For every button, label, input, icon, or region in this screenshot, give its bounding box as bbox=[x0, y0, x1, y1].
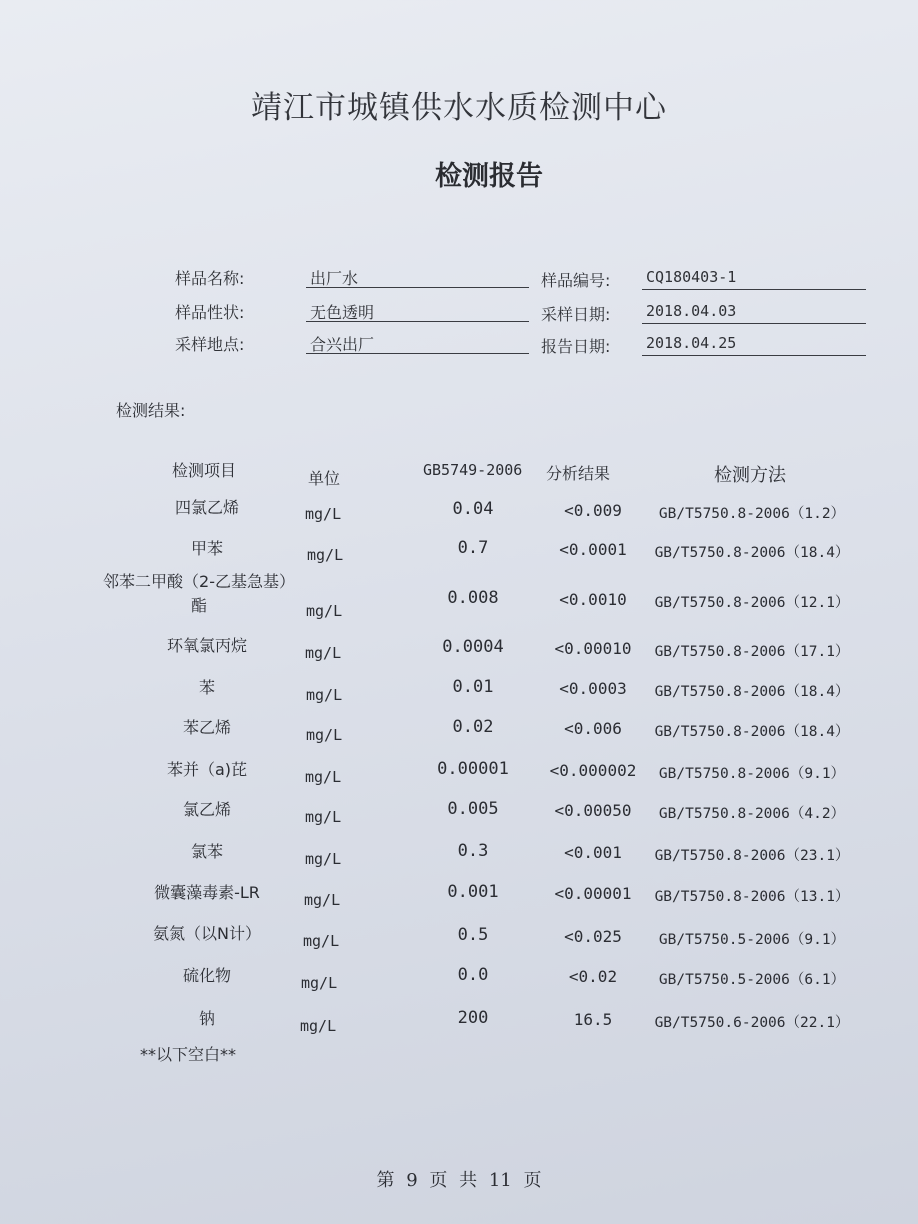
cell-result: <0.00010 bbox=[554, 639, 632, 658]
report-date-label: 报告日期: bbox=[541, 337, 611, 356]
cell-item: 氯苯 bbox=[190, 842, 223, 861]
sample-id-value: CQ180403-1 bbox=[642, 268, 866, 290]
cell-method: GB/T5750.8-2006（17.1） bbox=[654, 644, 850, 660]
sample-date-value: 2018.04.03 bbox=[642, 302, 866, 324]
cell-result: <0.00001 bbox=[554, 884, 632, 903]
cell-method: GB/T5750.8-2006（13.1） bbox=[654, 889, 850, 905]
cell-result: <0.025 bbox=[564, 927, 622, 946]
cell-unit: mg/L bbox=[305, 850, 342, 868]
cell-unit: mg/L bbox=[301, 974, 338, 992]
cell-item: 氯乙烯 bbox=[182, 800, 231, 819]
cell-standard: 0.04 bbox=[452, 499, 494, 519]
cell-unit: mg/L bbox=[304, 891, 341, 909]
cell-item: 苯 bbox=[198, 678, 215, 697]
cell-item: 环氧氯丙烷 bbox=[166, 636, 247, 655]
cell-result: <0.0001 bbox=[559, 540, 627, 559]
cell-method: GB/T5750.5-2006（9.1） bbox=[658, 932, 846, 948]
org-title: 靖江市城镇供水水质检测中心 bbox=[251, 90, 667, 126]
cell-method: GB/T5750.6-2006（22.1） bbox=[654, 1015, 850, 1031]
cell-item: 邻苯二甲酸（2-乙基急基）酯 bbox=[103, 572, 295, 615]
header-standard: GB5749-2006 bbox=[423, 461, 523, 479]
cell-unit: mg/L bbox=[305, 505, 342, 523]
cell-method: GB/T5750.8-2006（18.4） bbox=[654, 684, 850, 700]
cell-method: GB/T5750.8-2006（4.2） bbox=[658, 806, 846, 822]
cell-method: GB/T5750.8-2006（9.1） bbox=[658, 766, 846, 782]
sample-property-value: 无色透明 bbox=[306, 300, 529, 322]
cell-standard: 0.0004 bbox=[442, 637, 504, 657]
cell-unit: mg/L bbox=[306, 602, 343, 620]
cell-result: <0.00050 bbox=[554, 801, 632, 820]
report-title: 检测报告 bbox=[435, 161, 543, 192]
cell-standard: 0.00001 bbox=[437, 759, 509, 779]
page-footer: 第 9 页 共 11 页 bbox=[376, 1170, 542, 1191]
cell-standard: 0.02 bbox=[452, 717, 494, 737]
header-method: 检测方法 bbox=[714, 465, 786, 486]
cell-item: 四氯乙烯 bbox=[174, 498, 239, 517]
results-label: 检测结果: bbox=[116, 401, 186, 420]
cell-result: <0.001 bbox=[564, 843, 622, 862]
sample-location-label: 采样地点: bbox=[175, 335, 245, 354]
sample-property-label: 样品性状: bbox=[175, 303, 245, 322]
cell-method: GB/T5750.8-2006（23.1） bbox=[654, 848, 850, 864]
cell-standard: 0.3 bbox=[457, 841, 489, 861]
sample-name-value: 出厂水 bbox=[306, 266, 529, 288]
end-note: **以下空白** bbox=[140, 1045, 237, 1064]
cell-standard: 0.0 bbox=[457, 965, 489, 985]
report-date-value: 2018.04.25 bbox=[642, 334, 866, 356]
cell-unit: mg/L bbox=[300, 1017, 337, 1035]
cell-method: GB/T5750.8-2006（18.4） bbox=[654, 724, 850, 740]
cell-unit: mg/L bbox=[306, 686, 343, 704]
cell-standard: 0.008 bbox=[447, 588, 499, 608]
cell-unit: mg/L bbox=[305, 808, 342, 826]
cell-result: <0.009 bbox=[564, 501, 622, 520]
cell-result: <0.02 bbox=[568, 967, 618, 986]
header-unit: 单位 bbox=[308, 469, 341, 488]
cell-item: 苯乙烯 bbox=[182, 718, 231, 737]
cell-unit: mg/L bbox=[303, 932, 340, 950]
cell-result: <0.0010 bbox=[559, 590, 627, 609]
cell-standard: 0.001 bbox=[447, 882, 499, 902]
cell-item: 苯并（a)芘 bbox=[166, 760, 248, 779]
cell-result: <0.0003 bbox=[559, 679, 627, 698]
cell-result: <0.000002 bbox=[549, 761, 637, 780]
cell-result: 16.5 bbox=[573, 1010, 613, 1029]
header-result: 分析结果 bbox=[546, 464, 611, 483]
cell-unit: mg/L bbox=[306, 726, 343, 744]
sample-date-label: 采样日期: bbox=[541, 305, 611, 324]
cell-method: GB/T5750.8-2006（18.4） bbox=[654, 545, 850, 561]
cell-unit: mg/L bbox=[305, 644, 342, 662]
header-item: 检测项目 bbox=[172, 461, 237, 480]
cell-standard: 0.005 bbox=[447, 799, 499, 819]
cell-method: GB/T5750.8-2006（1.2） bbox=[658, 506, 846, 522]
sample-location-value: 合兴出厂 bbox=[306, 332, 529, 354]
cell-standard: 0.01 bbox=[452, 677, 494, 697]
cell-item: 微囊藻毒素-LR bbox=[154, 883, 260, 902]
cell-standard: 0.5 bbox=[457, 925, 489, 945]
cell-unit: mg/L bbox=[307, 546, 344, 564]
cell-unit: mg/L bbox=[305, 768, 342, 786]
cell-item: 硫化物 bbox=[182, 966, 231, 985]
cell-item: 甲苯 bbox=[190, 539, 223, 558]
sample-name-label: 样品名称: bbox=[175, 269, 245, 288]
sample-id-label: 样品编号: bbox=[541, 271, 611, 290]
cell-standard: 200 bbox=[457, 1008, 489, 1028]
cell-item: 氨氮（以N计） bbox=[153, 924, 261, 943]
cell-method: GB/T5750.5-2006（6.1） bbox=[658, 972, 846, 988]
cell-standard: 0.7 bbox=[457, 538, 489, 558]
cell-item: 钠 bbox=[198, 1009, 215, 1028]
cell-method: GB/T5750.8-2006（12.1） bbox=[654, 595, 850, 611]
cell-result: <0.006 bbox=[564, 719, 622, 738]
